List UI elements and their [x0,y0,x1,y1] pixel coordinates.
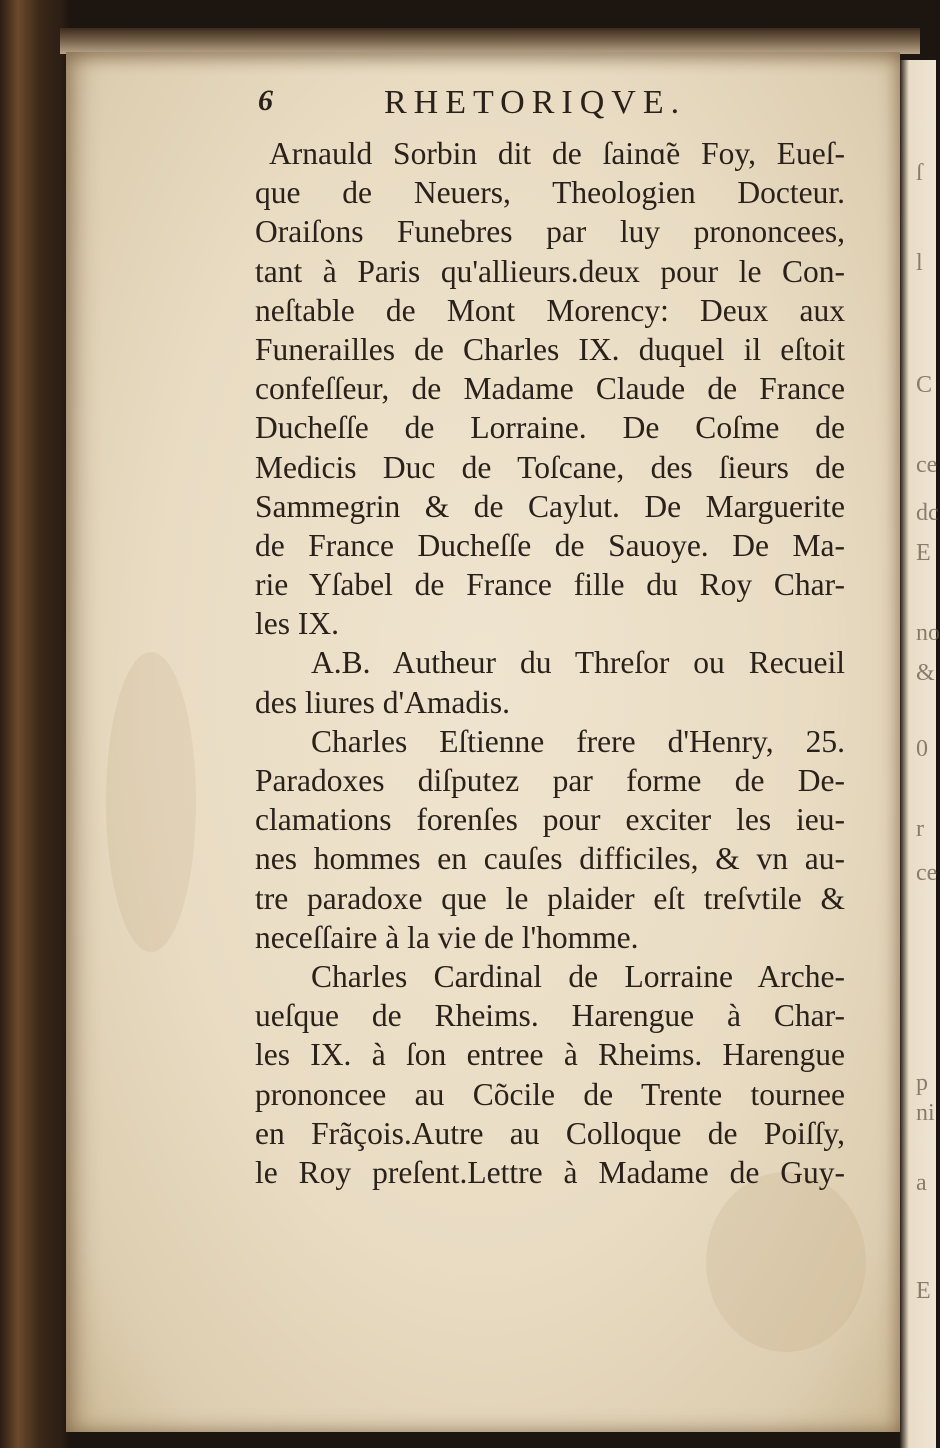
running-title: RHETORIQVE. [384,84,687,121]
text-line: Ducheſſe de Lorraine. De Coſme de [255,410,845,446]
facing-page-fragment: r [916,816,924,842]
text-line: les IX. [255,606,339,642]
facing-page-fragment: E [916,540,931,566]
facing-page-fragment: 0 [916,736,928,762]
text-line: Arnauld Sorbin dit de ſainɑ̃e Foy, Eueſ- [269,136,845,171]
text-line: Medicis Duc de Toſcane, des ſieurs de [255,449,845,485]
text-line: le Roy preſent.Lettre à Madame de Guy- [255,1154,845,1190]
text-line: de France Ducheſſe de Sauoye. De Ma- [255,527,845,563]
text-line: Sammegrin & de Caylut. De Marguerite [255,488,845,524]
text-line: tre paradoxe que le plaider eſt treſvtile & [255,880,845,916]
text-line: rie Yſabel de France fille du Roy Char- [255,567,845,603]
facing-page-fragment: ce [916,452,938,478]
facing-page-fragment: C [916,372,933,398]
page-top-edge [60,28,920,54]
text-line: neceſſaire à la vie de l'homme. [255,919,639,955]
text-line: clamations forenſes pour exciter les ieu- [255,802,845,838]
body-text [255,134,845,1192]
text-line: Oraiſons Funebres par luy prononcees, [255,214,845,250]
facing-page-fragment: E [916,1278,931,1304]
page-number: 6 [258,84,273,117]
text-line: neſtable de Mont Morency: Deux aux [255,292,845,328]
text-line: que de Neuers, Theologien Docteur. [255,175,845,211]
text-line: les IX. à ſon entree à Rheims. Harengue [255,1037,845,1073]
text-line: nes hommes en cauſes difficiles, & vn au- [255,841,845,877]
paper-stain [706,1172,866,1352]
facing-page-fragment: l [916,250,923,276]
facing-page-fragment: ce [916,860,938,886]
paper-stain [106,652,196,952]
text-line: Funerailles de Charles IX. duquel il eſtoit [255,331,845,367]
text-line: prononcee au Cõcile de Trente tournee [255,1076,845,1112]
facing-page-edge [900,60,940,1448]
facing-page-fragment: ni [916,1100,935,1126]
facing-page-fragment: & [916,660,935,686]
facing-page-fragment: dc [916,500,939,526]
facing-page-fragment: p [916,1070,928,1096]
facing-page-fragment: a [916,1170,927,1196]
page-header [258,82,818,132]
text-line: Charles Cardinal de Lorraine Arche- [311,958,845,994]
text-line: A.B. Autheur du Threſor ou Recueil [311,645,845,681]
text-line: ueſque de Rheims. Harengue à Char- [255,998,845,1034]
text-line: Paradoxes diſputez par forme de De- [255,763,845,798]
text-line: en Frãçois.Autre au Colloque de Poiſſy, [255,1115,845,1151]
facing-page-fragment: no [916,620,940,646]
facing-page-fragment: ſ [916,160,923,186]
text-line: tant à Paris qu'allieurs.deux pour le Con- [255,253,845,289]
text-line: confeſſeur, de Madame Claude de France [255,371,845,407]
text-line: des liures d'Amadis. [255,684,511,720]
text-line: Charles Eſtienne frere d'Henry, 25. [311,723,845,759]
